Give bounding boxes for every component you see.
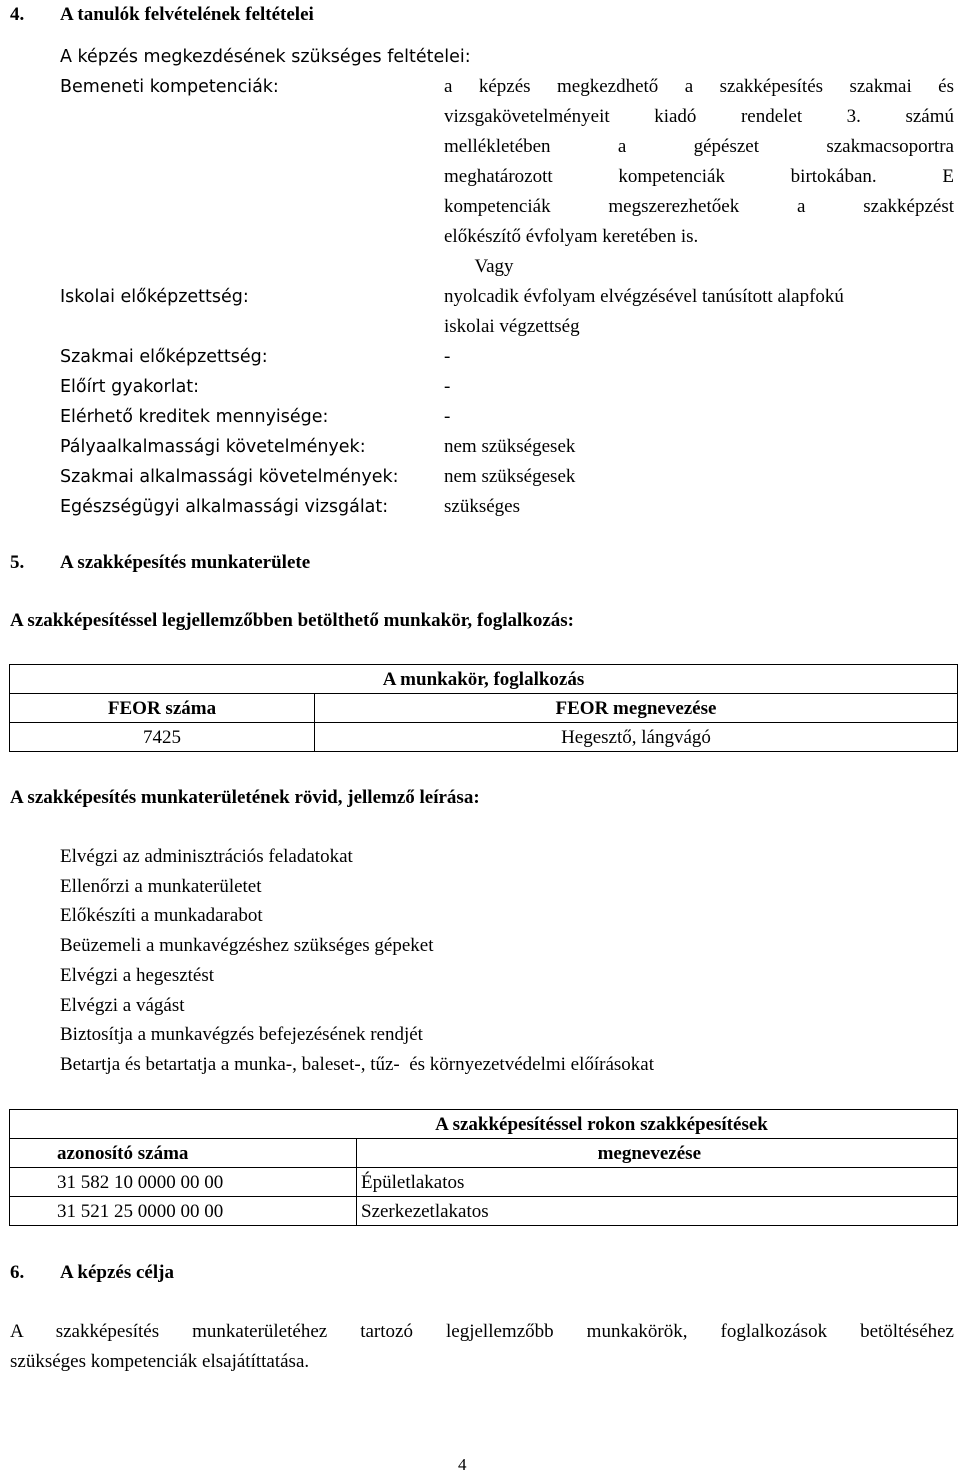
feor-name-header: FEOR megnevezése [315,694,958,723]
input-competencies-line: kompetenciák megszerezhetőek a szakképzést [444,196,954,217]
training-goal-text-line: A szakképesítés munkaterületéhez tartozó legjellemzőbb munkakörök, foglalkozások betöltéséhez [10,1321,954,1342]
requirement-label: Egészségügyi alkalmassági vizsgálat: [60,497,389,517]
requirement-value: szükséges [444,496,520,517]
requirement-label: Szakmai alkalmassági követelmények: [60,467,399,487]
identifier-cell: 31 521 25 0000 00 00 [10,1197,357,1226]
requirement-value: - [444,346,451,367]
school-prerequisite-line: nyolcadik évfolyam elvégzésével tanúsított alapfokú [444,286,844,307]
requirement-value: nem szükségesek [444,436,576,457]
qualification-name-cell: Szerkezetlakatos [357,1197,958,1226]
input-competencies-line: a képzés megkezdhető a szakképesítés szakmai és [444,76,954,97]
list-item: Beüzemeli a munkavégzéshez szükséges gépeket [60,935,434,956]
table-row [10,1168,958,1197]
requirement-label: Elérhető kreditek mennyisége: [60,407,329,427]
section-5-number: 5. [10,552,25,573]
entry-requirements-intro: A képzés megkezdésének szükséges feltételei: [60,47,471,67]
section-5-title: A szakképesítés munkaterülete [60,552,311,573]
requirement-value: nem szükségesek [444,466,576,487]
identifier-header: azonosító száma [10,1139,357,1168]
section-4-number: 4. [10,4,25,25]
work-description-title: A szakképesítés munkaterületének rövid, jellemző leírása: [10,787,480,808]
page-number: 4 [458,1455,467,1474]
list-item: Elvégzi a hegesztést [60,965,215,986]
feor-name-cell: Hegesztő, lángvágó [315,723,958,752]
identifier-cell: 31 582 10 0000 00 00 [10,1168,357,1197]
requirement-label: Előírt gyakorlat: [60,377,200,397]
table-row [10,723,958,752]
list-item: Betartja és betartatja a munka-, baleset-, tűz- és környezetvédelmi előírásokat [60,1054,655,1075]
training-goal-text-line: szükséges kompetenciák elsajátíttatása. [10,1351,310,1372]
requirement-label: Szakmai előképzettség: [60,347,268,367]
occupation-table [9,664,958,752]
qualification-name-cell: Épületlakatos [357,1168,958,1197]
requirement-label: Pályaalkalmassági követelmények: [60,437,366,457]
input-competencies-line: előkészítő évfolyam keretében is. [444,226,699,247]
related-qualifications-table [9,1109,958,1226]
feor-code-cell: 7425 [10,723,315,752]
school-prerequisite-line: iskolai végzettség [444,316,580,337]
section-4-title: A tanulók felvételének feltételei [60,4,314,25]
occupation-subtitle: A szakképesítéssel legjellemzőbben betölthető munkakör, foglalkozás: [10,610,575,631]
input-competencies-line: mellékletében a gépészet szakmacsoportra [444,136,954,157]
list-item: Elvégzi a vágást [60,995,185,1016]
input-competencies-line: vizsgakövetelményeit kiadó rendelet 3. számú [444,106,954,127]
school-prerequisite-label: Iskolai előképzettség: [60,287,249,307]
occupation-table-header: A munkakör, foglalkozás [10,665,958,694]
qualification-name-header: megnevezése [357,1139,958,1168]
or-separator: Vagy [474,256,514,277]
list-item: Ellenőrzi a munkaterületet [60,876,262,897]
section-6-title: A képzés célja [60,1262,174,1283]
list-item: Elvégzi az adminisztrációs feladatokat [60,846,353,867]
requirement-value: - [444,406,451,427]
input-competencies-label: Bemeneti kompetenciák: [60,77,279,97]
input-competencies-line: meghatározott kompetenciák birtokában. E [444,166,954,187]
requirement-value: - [444,376,451,397]
feor-code-header: FEOR száma [10,694,315,723]
list-item: Előkészíti a munkadarabot [60,905,263,926]
section-6-number: 6. [10,1262,25,1283]
list-item: Biztosítja a munkavégzés befejezésének rendjét [60,1024,423,1045]
related-table-header: A szakképesítéssel rokon szakképesítések [10,1110,958,1139]
table-row [10,1197,958,1226]
